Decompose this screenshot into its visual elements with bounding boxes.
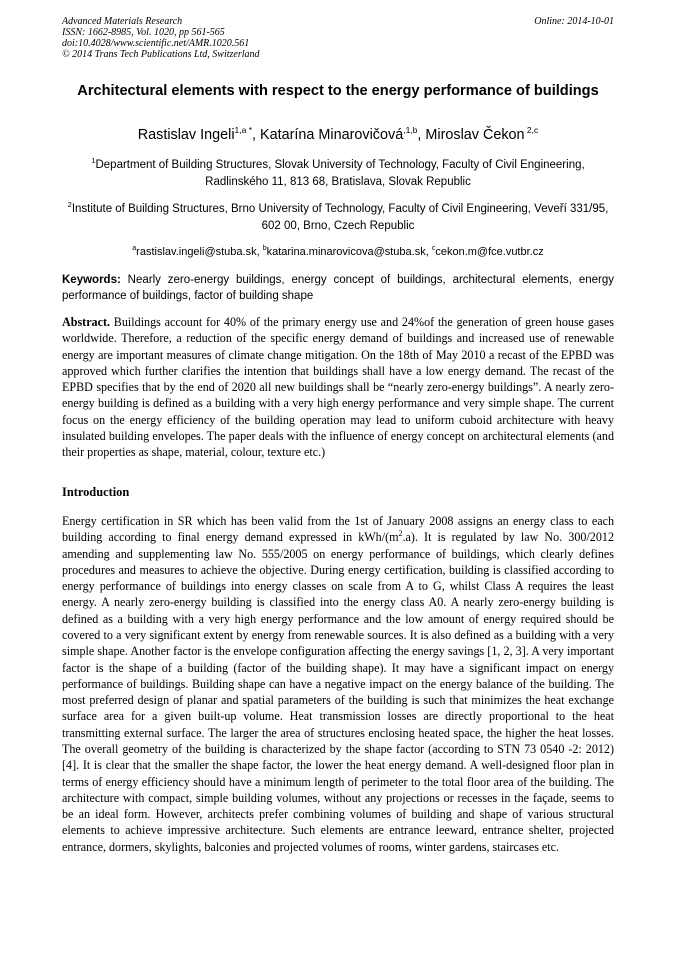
affiliation-text: Institute of Building Structures, Brno University of Technology, Faculty of Civil Engineering, Veveří 331/95, 602 00, Brno, Czech Republic <box>71 203 609 232</box>
affiliation-sup: 2 <box>67 200 72 209</box>
issn-line: ISSN: 1662-8985, Vol. 1020, pp 561-565 <box>62 27 225 38</box>
abstract-label: Abstract. <box>62 315 111 329</box>
author-separator: , <box>417 127 426 143</box>
email-sup: c <box>431 245 436 252</box>
email-address: rastislav.ingeli@stuba.sk, <box>136 246 263 258</box>
author-sup: ,1,b <box>403 125 418 135</box>
affiliation-2 <box>62 201 614 234</box>
author-list <box>62 126 614 144</box>
paper-title: Architectural elements with respect to the energy performance of buildings <box>77 83 599 99</box>
email-address: cekon.m@fce.vutbr.cz <box>435 246 544 258</box>
journal-name: Advanced Materials Research <box>62 16 183 27</box>
paragraph-text: Energy certification in SR which has been valid from the 1st of January 2008 assigns an energy class to each building according to final energy demand expressed in kWh/(m <box>62 514 614 545</box>
author-name: Miroslav Čekon <box>425 127 525 143</box>
keywords-label: Keywords: <box>62 274 121 286</box>
author-name: Rastislav Ingeli <box>137 127 235 143</box>
abstract-block <box>62 314 614 460</box>
running-header <box>62 16 614 60</box>
copyright-line: © 2014 Trans Tech Publications Ltd, Switzerland <box>62 49 260 60</box>
author-sup: 1,a * <box>234 125 253 135</box>
section-heading-introduction: Introduction <box>62 485 130 499</box>
doi-line: doi:10.4028/www.scientific.net/AMR.1020.561 <box>62 38 250 49</box>
paragraph-text: .a). It is regulated by law No. 300/2012 amending and supplementing law No. 555/2005 on energy performance of buildings, which clearly defines procedures and measures to achieve the objective. During energy certification, building is classified according to energy performance of buildings into energy classes on scale from A to G, whilst Class A requires the least energy. A nearly zero-energy building is classified into the energy class A0. A nearly zero-energy building is defined as a building with a very high energy performance and the low amount of energy required should be covered to a very significant extent by energy from renewable sources. It is also defined as a building with a very simple shape. Another factor is the envelope configuration affecting the energy savings [1, 2, 3]. A very important factor is the shape of a building (factor of the building shape). It may have a significant impact on energy performance of buildings. Building shape can have a negative impact on the energy balance of the building. The most preferred design of planar and spatial parameters of the building is such that minimizes the heat exchange surface area for a given built-up volume. Heat transmission losses are directly proportional to the heat transmitting external surface. The larger the area of structures enclosing heated space, the higher the heat losses. The overall geometry of the building is characterized by the shape factor (according to STN 73 0540 -2: 2012) [4]. It is clear that the smaller the shape factor, the lower the heat energy demand. A well-designed floor plan in terms of energy efficiency should have a minimum length of perimeter to the total floor area of the building. The architecture with compact, simple building volumes, without any projections or recesses in the façade, seems to be an ideal form. However, architects prefer combining volumes of building and shape of various structural elements to achieve impressive architecture. Such elements are entrance leeward, entrance shelter, projected entrance, dormers, skylights, balconies and projected volumes of rooms, winter gardens, staircases etc. <box>62 530 614 854</box>
email-sup: a <box>132 245 137 252</box>
keywords-text: Nearly zero-energy buildings, energy concept of buildings, architectural elements, energy performance of buildings, factor of building shape <box>62 274 614 302</box>
author-separator: , <box>252 127 261 143</box>
affiliation-sup: 1 <box>91 156 96 165</box>
keywords-block <box>62 272 614 304</box>
unit-superscript: 2 <box>398 529 403 539</box>
author-sup: 2,c <box>524 125 539 135</box>
online-date: Online: 2014-10-01 <box>534 16 614 27</box>
affiliation-text: Department of Building Structures, Slovak University of Technology, Faculty of Civil Engineering, Radlinského 11, 813 68, Bratislava, Slovak Republic <box>95 159 585 188</box>
affiliation-1 <box>62 157 614 190</box>
introduction-paragraph <box>62 513 614 855</box>
email-sup: b <box>262 245 267 252</box>
email-address: katarina.minarovicova@stuba.sk, <box>266 246 432 258</box>
author-emails <box>62 245 614 260</box>
abstract-text: Buildings account for 40% of the primary energy use and 24%of the generation of green house gases worldwide. Therefore, a reduction of the specific energy demand of buildings and increased use of renewable energy are important measures of climate change mitigation. On the 18th of May 2010 a recast of the EPBD was approved which further clarifies the intention that buildings shall have a low energy demand. The recast of the EPBD specifies that by the end of 2020 all new buildings shall be “nearly zero-energy buildings”. A nearly zero-energy building is defined as a building with a very high energy performance and very simple shape. The current focus on the energy efficiency of the building operation may lead to uniform cuboid architecture with heavy insulated building envelopes. The paper deals with the influence of energy concept on architectural elements (and their properties as shape, material, colour, texture etc.) <box>62 315 614 459</box>
author-name: Katarína Minarovičová <box>260 127 404 143</box>
